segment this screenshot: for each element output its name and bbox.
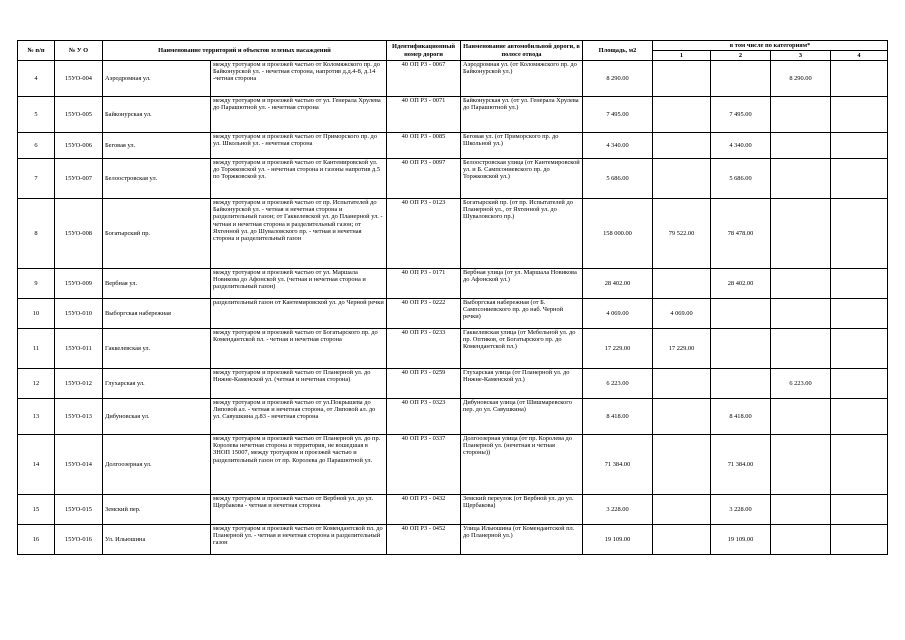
row-location-cell xyxy=(211,435,387,495)
row-uo-cell xyxy=(55,399,103,435)
row-name-cell xyxy=(103,495,211,525)
row-cat-1: 4 069.00 xyxy=(670,309,693,317)
row-uo: 15УО-013 xyxy=(65,412,92,420)
row-num: 10 xyxy=(32,309,40,317)
row-ident-cell xyxy=(387,159,461,199)
row-cat-1-cell xyxy=(653,159,711,199)
row-cat-2-cell xyxy=(711,525,771,555)
row-location-cell xyxy=(211,61,387,97)
row-cat-2-cell xyxy=(711,199,771,269)
row-area-cell xyxy=(583,369,653,399)
row-name-cell xyxy=(103,299,211,329)
row-road-cell xyxy=(461,369,583,399)
row-cat-3: 8 290.00 xyxy=(789,74,812,82)
row-cat-4-cell xyxy=(831,61,888,97)
row-road: Белоостровская улица (от Кантемировской ул. и Б. Сампсониевского пр. до Торжковской ул.) xyxy=(463,159,580,181)
row-cat-3-cell xyxy=(771,369,831,399)
row-cat-4-cell xyxy=(831,199,888,269)
row-num: 11 xyxy=(32,344,40,352)
row-name-cell xyxy=(103,269,211,299)
row-ident-cell xyxy=(387,61,461,97)
table-row xyxy=(18,199,888,269)
row-num: 8 xyxy=(34,229,38,237)
row-cat-3-cell xyxy=(771,329,831,369)
row-area-cell xyxy=(583,269,653,299)
row-area-cell xyxy=(583,399,653,435)
row-num-cell xyxy=(18,495,55,525)
row-location: между тротуаром и проезжей частью от ул.Покрышева до Липовой ал. - четная и нечетная сторона, от Липовой ал. до ул. Савушкина д.83 - нечетная сторона xyxy=(213,399,376,421)
row-road-cell xyxy=(461,159,583,199)
row-uo: 15УО-012 xyxy=(65,379,92,387)
row-cat-4-cell xyxy=(831,133,888,159)
row-cat-1-cell xyxy=(653,299,711,329)
row-cat-2-cell xyxy=(711,269,771,299)
row-uo-cell xyxy=(55,525,103,555)
row-uo: 15УО-007 xyxy=(65,174,92,182)
row-area: 8 418.00 xyxy=(606,412,629,420)
row-name-cell xyxy=(103,525,211,555)
row-cat-1-cell xyxy=(653,525,711,555)
row-cat-3-cell xyxy=(771,269,831,299)
row-road: Беговая ул. (от Приморского пр. до Школьной ул.) xyxy=(463,133,559,148)
row-cat-1-cell xyxy=(653,399,711,435)
row-cat-2-cell xyxy=(711,133,771,159)
row-ident: 40 ОП РЗ - 0432 xyxy=(401,495,446,502)
row-num-cell xyxy=(18,329,55,369)
row-num: 14 xyxy=(32,460,40,468)
row-area: 19 109.00 xyxy=(604,535,631,543)
row-location: между тротуаром и проезжей частью от Комендантской пл. до Планерной ул. - четная и нечетная сторона и разделительный газон xyxy=(213,525,383,547)
row-cat-2-cell xyxy=(711,159,771,199)
row-name: Гаккелевская ул. xyxy=(105,344,151,352)
row-cat-1-cell xyxy=(653,199,711,269)
row-ident: 40 ОП РЗ - 0067 xyxy=(401,61,446,68)
row-name: Белоостровская ул. xyxy=(105,174,158,182)
row-name: Богатырский пр. xyxy=(105,229,151,237)
table-row xyxy=(18,299,888,329)
row-road-cell xyxy=(461,399,583,435)
row-ident-cell xyxy=(387,269,461,299)
row-cat-2: 19 109.00 xyxy=(727,535,754,543)
table-row xyxy=(18,369,888,399)
row-location-cell xyxy=(211,269,387,299)
table-row xyxy=(18,329,888,369)
row-uo: 15УО-016 xyxy=(65,535,92,543)
row-road: Выборгская набережная (от Б. Сампсониевского пр. до наб. Черной речки) xyxy=(463,299,564,321)
row-cat-1-cell xyxy=(653,97,711,133)
row-area-cell xyxy=(583,329,653,369)
header-area: Площадь, м2 xyxy=(583,41,653,61)
row-num-cell xyxy=(18,369,55,399)
row-road-cell xyxy=(461,61,583,97)
row-num-cell xyxy=(18,199,55,269)
row-uo: 15УО-011 xyxy=(65,344,92,352)
row-location-cell xyxy=(211,97,387,133)
table-row xyxy=(18,495,888,525)
row-road-cell xyxy=(461,329,583,369)
row-uo-cell xyxy=(55,299,103,329)
row-uo: 15УО-009 xyxy=(65,279,92,287)
row-ident: 40 ОП РЗ - 0097 xyxy=(401,159,446,166)
row-location: между тротуаром и проезжей частью от Кантемировской ул. до Торжковской ул. - нечетная сторона и газоны напротив д.5 по Торжковской ул. xyxy=(213,159,381,181)
row-uo: 15УО-014 xyxy=(65,460,92,468)
row-road-cell xyxy=(461,199,583,269)
row-num: 5 xyxy=(34,110,38,118)
row-cat-1-cell xyxy=(653,329,711,369)
row-cat-3-cell xyxy=(771,299,831,329)
row-ident-cell xyxy=(387,495,461,525)
header-road: Наименование автомобильной дороги, в полосе отвода xyxy=(461,41,583,61)
header-cat-4: 4 xyxy=(831,51,888,61)
row-num-cell xyxy=(18,299,55,329)
row-ident-cell xyxy=(387,97,461,133)
row-uo: 15УО-015 xyxy=(65,505,92,513)
row-cat-3-cell xyxy=(771,97,831,133)
row-road-cell xyxy=(461,495,583,525)
row-area: 4 340.00 xyxy=(606,141,629,149)
row-road: Глухарская улица (от Планерной ул. до Нижне-Каменской ул.) xyxy=(463,369,570,384)
row-cat-3-cell xyxy=(771,133,831,159)
row-ident-cell xyxy=(387,435,461,495)
row-name-cell xyxy=(103,199,211,269)
row-location-cell xyxy=(211,299,387,329)
row-name: Долгоозерная ул. xyxy=(105,460,152,468)
row-name-cell xyxy=(103,369,211,399)
header-uo: № У О xyxy=(55,41,103,61)
row-cat-3-cell xyxy=(771,399,831,435)
row-location: между тротуаром и проезжей частью от Коломяжского пр. до Байконурской ул. - нечетная сторона, напротив д.д.4-8, д.14 -четная сторона xyxy=(213,61,380,83)
row-num-cell xyxy=(18,61,55,97)
row-cat-4-cell xyxy=(831,329,888,369)
row-road: Улица Ильюшина (от Комендантской пл. до Планерной ул.) xyxy=(463,525,575,540)
row-cat-2: 4 340.00 xyxy=(729,141,752,149)
row-location: между тротуаром и проезжей частью от ул. Маршала Новикова до Афонской ул. (четная и нечетная сторона и разделительный газон) xyxy=(213,269,366,291)
row-num: 12 xyxy=(32,379,40,387)
row-area-cell xyxy=(583,299,653,329)
row-cat-1: 79 522.00 xyxy=(668,229,695,237)
table-row xyxy=(18,525,888,555)
row-location-cell xyxy=(211,199,387,269)
row-area: 7 495.00 xyxy=(606,110,629,118)
row-road-cell xyxy=(461,299,583,329)
row-location-cell xyxy=(211,525,387,555)
row-name: Глухарская ул. xyxy=(105,379,145,387)
header-cat-2: 2 xyxy=(711,51,771,61)
row-area-cell xyxy=(583,525,653,555)
row-cat-4-cell xyxy=(831,369,888,399)
table-row xyxy=(18,269,888,299)
row-road: Аэродромная ул. (от Коломяжского пр. до Байконурской ул.) xyxy=(463,61,577,76)
row-num: 4 xyxy=(34,74,38,82)
table-row xyxy=(18,399,888,435)
table-body xyxy=(18,61,888,555)
row-cat-1-cell xyxy=(653,61,711,97)
row-area: 158 000.00 xyxy=(603,229,632,237)
header-cat-3: 3 xyxy=(771,51,831,61)
row-area-cell xyxy=(583,133,653,159)
row-name-cell xyxy=(103,61,211,97)
row-uo: 15УО-008 xyxy=(65,229,92,237)
row-road: Вербная улица (от ул. Маршала Новикова до Афонской ул.) xyxy=(463,269,577,284)
row-area-cell xyxy=(583,435,653,495)
row-name: Дибуновская ул. xyxy=(105,412,150,420)
row-name: Ул. Ильюшина xyxy=(105,535,146,543)
header-ident: Идентификационный номер дороги xyxy=(387,41,461,61)
row-cat-1-cell xyxy=(653,369,711,399)
row-cat-3-cell xyxy=(771,199,831,269)
header-cat-1: 1 xyxy=(653,51,711,61)
row-cat-2: 28 402.00 xyxy=(727,279,754,287)
row-cat-2-cell xyxy=(711,435,771,495)
row-name-cell xyxy=(103,159,211,199)
row-name-cell xyxy=(103,435,211,495)
row-cat-4-cell xyxy=(831,525,888,555)
row-num: 6 xyxy=(34,141,38,149)
row-cat-3-cell xyxy=(771,159,831,199)
row-cat-1-cell xyxy=(653,269,711,299)
row-location: между тротуаром и проезжей частью от ул. Генерала Хрулева до Парашютной ул. - нечетная сторона xyxy=(213,97,381,112)
row-location-cell xyxy=(211,399,387,435)
row-location-cell xyxy=(211,159,387,199)
row-uo: 15УО-006 xyxy=(65,141,92,149)
row-uo: 15УО-010 xyxy=(65,309,92,317)
row-ident-cell xyxy=(387,399,461,435)
row-uo-cell xyxy=(55,369,103,399)
row-area-cell xyxy=(583,61,653,97)
header-name: Наименование территорий и объектов зеленых насаждений xyxy=(103,41,387,61)
row-cat-2-cell xyxy=(711,369,771,399)
row-uo: 15УО-005 xyxy=(65,110,92,118)
row-name-cell xyxy=(103,399,211,435)
row-area-cell xyxy=(583,159,653,199)
row-ident: 40 ОП РЗ - 0233 xyxy=(401,329,446,336)
row-cat-2: 7 495.00 xyxy=(729,110,752,118)
row-location-cell xyxy=(211,495,387,525)
row-uo-cell xyxy=(55,329,103,369)
row-area: 6 223.00 xyxy=(606,379,629,387)
row-num-cell xyxy=(18,399,55,435)
row-name: Выборгская набережная xyxy=(105,309,171,317)
row-num: 7 xyxy=(34,174,38,182)
row-cat-2-cell xyxy=(711,61,771,97)
row-uo-cell xyxy=(55,61,103,97)
row-cat-2: 78 478.00 xyxy=(727,229,754,237)
row-cat-4-cell xyxy=(831,269,888,299)
row-cat-3-cell xyxy=(771,495,831,525)
row-road-cell xyxy=(461,525,583,555)
row-num-cell xyxy=(18,133,55,159)
row-ident: 40 ОП РЗ - 0123 xyxy=(401,199,446,206)
row-name: Беговая ул. xyxy=(105,141,136,149)
table-row xyxy=(18,133,888,159)
row-road: Богатырский пр. (от пр. Испытателей до Планерной ул., от Яхтенной ул. до Шуваловского пр.) xyxy=(463,199,573,221)
row-cat-2-cell xyxy=(711,329,771,369)
row-name: Аэродромная ул. xyxy=(105,74,151,82)
row-area: 17 229.00 xyxy=(604,344,631,352)
row-name-cell xyxy=(103,329,211,369)
row-ident-cell xyxy=(387,369,461,399)
row-location-cell xyxy=(211,369,387,399)
row-num: 16 xyxy=(32,535,40,543)
row-uo-cell xyxy=(55,269,103,299)
row-cat-2-cell xyxy=(711,97,771,133)
row-uo-cell xyxy=(55,159,103,199)
row-ident-cell xyxy=(387,199,461,269)
row-uo-cell xyxy=(55,495,103,525)
row-cat-1-cell xyxy=(653,133,711,159)
row-area: 5 686.00 xyxy=(606,174,629,182)
row-uo: 15УО-004 xyxy=(65,74,92,82)
header-categories: в том числе по категориям* xyxy=(653,41,888,51)
row-area-cell xyxy=(583,97,653,133)
row-num-cell xyxy=(18,435,55,495)
row-road: Гаккелевская улица (от Мебельной ул. до пр. Оптиков, от Богатырского пр. до Комендантской пл.) xyxy=(463,329,576,351)
row-cat-4-cell xyxy=(831,159,888,199)
row-num: 13 xyxy=(32,412,40,420)
row-cat-4-cell xyxy=(831,299,888,329)
row-ident-cell xyxy=(387,299,461,329)
row-location: между тротуаром и проезжей частью от Богатырского пр. до Комендантской пл. - четная и нечетная сторона xyxy=(213,329,378,344)
row-road: Долгоозерная улица (от пр. Королева до Планерной ул. (нечетная и четная стороны)) xyxy=(463,435,572,457)
row-road: Земский переулок (от Вербной ул. до ул. Щербакова) xyxy=(463,495,574,510)
row-area: 4 069.00 xyxy=(606,309,629,317)
row-ident-cell xyxy=(387,133,461,159)
row-name-cell xyxy=(103,133,211,159)
row-cat-2-cell xyxy=(711,495,771,525)
row-cat-2: 5 686.00 xyxy=(729,174,752,182)
row-area: 3 228.00 xyxy=(606,505,629,513)
row-location: между тротуаром и проезжей частью от Приморского пр. до ул. Школьной ул. - нечетная сторона xyxy=(213,133,377,148)
row-ident: 40 ОП РЗ - 0323 xyxy=(401,399,446,406)
table-row xyxy=(18,159,888,199)
header-num: № п/п xyxy=(18,41,55,61)
table-row xyxy=(18,61,888,97)
row-cat-4-cell xyxy=(831,435,888,495)
row-cat-1-cell xyxy=(653,495,711,525)
row-ident: 40 ОП РЗ - 0085 xyxy=(401,133,446,140)
row-ident: 40 ОП РЗ - 0337 xyxy=(401,435,446,442)
row-num-cell xyxy=(18,269,55,299)
row-num: 9 xyxy=(34,279,38,287)
row-cat-1-cell xyxy=(653,435,711,495)
row-num: 15 xyxy=(32,505,40,513)
row-location: между тротуаром и проезжей частью от Планерной ул. до пр. Королева нечетная сторона и территория, не вошедшая в ЗНОП 15007, между тротуаром и проезжей частью и разделительный газон от пр. Королева до Парашютной ул. xyxy=(213,435,381,464)
row-name: Вербная ул. xyxy=(105,279,138,287)
row-area-cell xyxy=(583,495,653,525)
row-cat-4-cell xyxy=(831,495,888,525)
row-area: 71 384.00 xyxy=(604,460,631,468)
row-location: между тротуаром и проезжей частью от пр. Испытателей до Байконурской ул. - четная и нечетная сторона и разделительный газон; от Гаккелевской ул. до Планерной ул. - четная и нечетная сторона и разделительный газон; от Яхтенной ул. до Шуваловского пр. - четная и нечетная сторона и разделительный газон xyxy=(213,199,383,243)
row-cat-2: 71 384.00 xyxy=(727,460,754,468)
row-uo-cell xyxy=(55,435,103,495)
row-cat-3-cell xyxy=(771,435,831,495)
row-road-cell xyxy=(461,435,583,495)
row-cat-3-cell xyxy=(771,525,831,555)
row-ident: 40 ОП РЗ - 0452 xyxy=(401,525,446,532)
table-row xyxy=(18,435,888,495)
row-ident: 40 ОП РЗ - 0259 xyxy=(401,369,446,376)
row-location: разделительный газон от Кантемировской ул. до Черной речки xyxy=(213,299,384,306)
row-road-cell xyxy=(461,133,583,159)
row-ident: 40 ОП РЗ - 0222 xyxy=(401,299,446,306)
row-uo-cell xyxy=(55,199,103,269)
row-cat-2-cell xyxy=(711,299,771,329)
row-num-cell xyxy=(18,525,55,555)
row-name: Земский пер. xyxy=(105,505,141,513)
row-location-cell xyxy=(211,329,387,369)
row-cat-1: 17 229.00 xyxy=(668,344,695,352)
row-num-cell xyxy=(18,97,55,133)
row-location-cell xyxy=(211,133,387,159)
row-cat-3: 6 223.00 xyxy=(789,379,812,387)
row-ident-cell xyxy=(387,525,461,555)
row-cat-4-cell xyxy=(831,97,888,133)
row-location: между тротуаром и проезжей частью от Планерной ул. до Нижне-Каменской ул. (четная и нечетная сторона) xyxy=(213,369,371,384)
row-cat-2: 3 228.00 xyxy=(729,505,752,513)
green-areas-table xyxy=(17,40,888,555)
row-ident: 40 ОП РЗ - 0171 xyxy=(401,269,446,276)
row-name: Байконурская ул. xyxy=(105,110,152,118)
row-road-cell xyxy=(461,97,583,133)
row-location: между тротуаром и проезжей частью от Вербной ул. до ул. Щербакова - четная и нечетная сторона xyxy=(213,495,374,510)
row-road: Дибуновская улица (от Шишмаревского пер. до ул. Савушкина) xyxy=(463,399,572,414)
row-road: Байконурская ул. (от ул. Генерала Хрулева до Парашютной ул.) xyxy=(463,97,579,112)
row-area-cell xyxy=(583,199,653,269)
table-row xyxy=(18,97,888,133)
row-area: 28 402.00 xyxy=(604,279,631,287)
row-cat-4-cell xyxy=(831,399,888,435)
row-area: 8 290.00 xyxy=(606,74,629,82)
row-uo-cell xyxy=(55,133,103,159)
row-cat-3-cell xyxy=(771,61,831,97)
row-ident: 40 ОП РЗ - 0071 xyxy=(401,97,446,104)
row-num-cell xyxy=(18,159,55,199)
row-cat-2-cell xyxy=(711,399,771,435)
row-cat-2: 8 418.00 xyxy=(729,412,752,420)
row-name-cell xyxy=(103,97,211,133)
row-road-cell xyxy=(461,269,583,299)
row-uo-cell xyxy=(55,97,103,133)
row-ident-cell xyxy=(387,329,461,369)
